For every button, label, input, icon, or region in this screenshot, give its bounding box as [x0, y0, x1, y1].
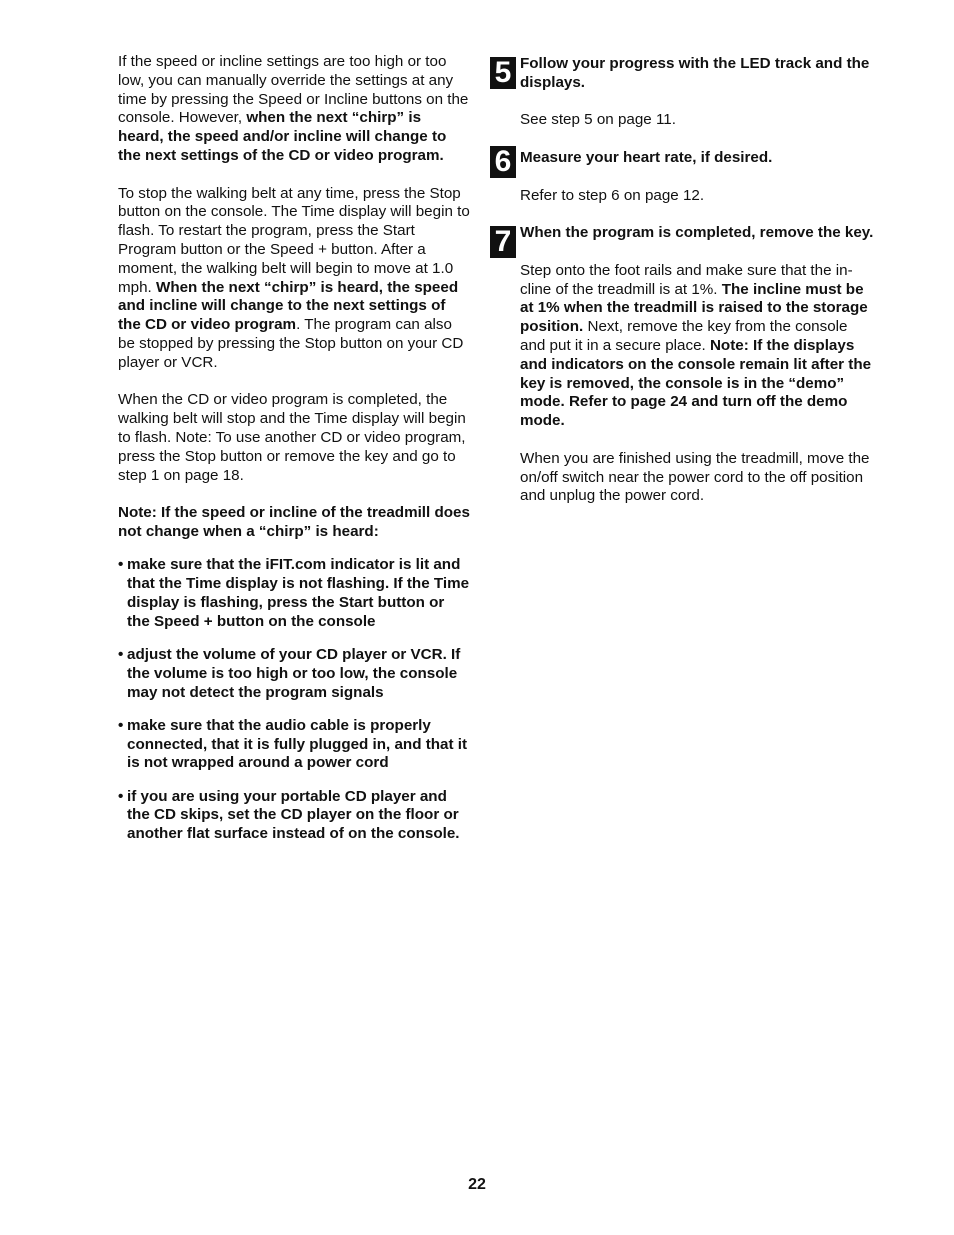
step-heading: Follow your progress with the LED track and the displays.	[520, 55, 870, 91]
bullet-item	[118, 788, 470, 844]
bullet-item	[118, 556, 470, 631]
step-number-badge: 6	[490, 146, 516, 178]
override-text: If the speed or incline settings are too high or too low, you can manually override the settings at any time by pressing the Speed or Incline buttons on the console. However,	[118, 53, 469, 127]
bullet-marker: •	[118, 645, 124, 663]
step-number-badge: 7	[490, 226, 516, 258]
bullet-text: adjust the volume of your CD player or VCR. If the volume is too high or too low, the console may not detect the program signals	[127, 645, 461, 701]
step-body-text: Next, remove the key from the console and put it in a secure place.	[520, 318, 848, 354]
bullet-text: if you are using your portable CD player and the CD skips, set the CD player on the floor or another flat surface instead of on the console.	[127, 787, 460, 843]
step-body-bold: The incline must be at 1% when the treadmill is raised to the storage position.	[520, 280, 868, 336]
bullet-text: make sure that the audio cable is properly connected, that it is fully plugged in, and that it is not wrapped around a power cord	[127, 716, 468, 772]
bullet-marker: •	[118, 787, 124, 805]
step-5	[490, 55, 874, 130]
stop-text: To stop the walking belt at any time, press the Stop button on the console. The Time display will begin to flash. To restart the program, press the Start Program button or the Speed + button. After a moment, the walking belt will begin to move at 1.0 mph.	[118, 184, 470, 296]
chirp-note: Note: If the speed or incline of the treadmill does not change when a “chirp” is heard:	[118, 504, 470, 540]
override-paragraph	[118, 53, 470, 166]
step-body-bold: Note: If the displays and indicators on the console remain lit after the key is removed, the console is in the “demo” mode. Refer to page 24 and turn off the demo mode.	[520, 336, 872, 430]
step-body: See step 5 on page 11.	[520, 111, 676, 129]
step-heading: When the program is completed, remove the key.	[520, 224, 874, 242]
step-body	[520, 262, 874, 431]
page-number: 22	[468, 1176, 486, 1193]
step-body-text: Step onto the foot rails and make sure that the incline of the treadmill is at 1%.	[520, 261, 853, 298]
right-column	[490, 55, 874, 506]
step-number-badge: 5	[490, 57, 516, 89]
left-column	[118, 53, 470, 859]
step-heading: Measure your heart rate, if desired.	[520, 148, 773, 166]
bullet-text: make sure that the iFIT.com indicator is lit and that the Time display is not flashing. If the Time display is flashing, press the Start button or the Speed + button on the console	[127, 556, 470, 630]
step-body: Refer to step 6 on page 12.	[520, 186, 705, 204]
step-body-finish: When you are finished using the treadmill, move the on/off switch near the power cord to the off position and unplug the power cord.	[520, 449, 870, 505]
bullet-item	[118, 717, 470, 773]
completed-paragraph: When the CD or video program is completed, the walking belt will stop and the Time display will begin to flash. Note: To use another CD or video program, press the Stop button or remove the key and go to step 1 on page 18.	[118, 391, 466, 484]
step-7	[490, 224, 874, 506]
step-6	[490, 144, 874, 205]
bullet-item	[118, 646, 470, 702]
stop-bold-text: When the next “chirp” is heard, the speed and incline will change to the next settings of the CD or video program	[118, 278, 459, 334]
stop-paragraph	[118, 185, 470, 373]
override-bold-text: when the next “chirp” is heard, the speed and/or incline will change to the next settings of the CD or video program.	[118, 109, 447, 164]
bullet-marker: •	[118, 716, 124, 734]
bullet-marker: •	[118, 556, 124, 574]
stop-text-end: . The program can also be stopped by pressing the Stop button on your CD player or VCR.	[118, 316, 464, 371]
